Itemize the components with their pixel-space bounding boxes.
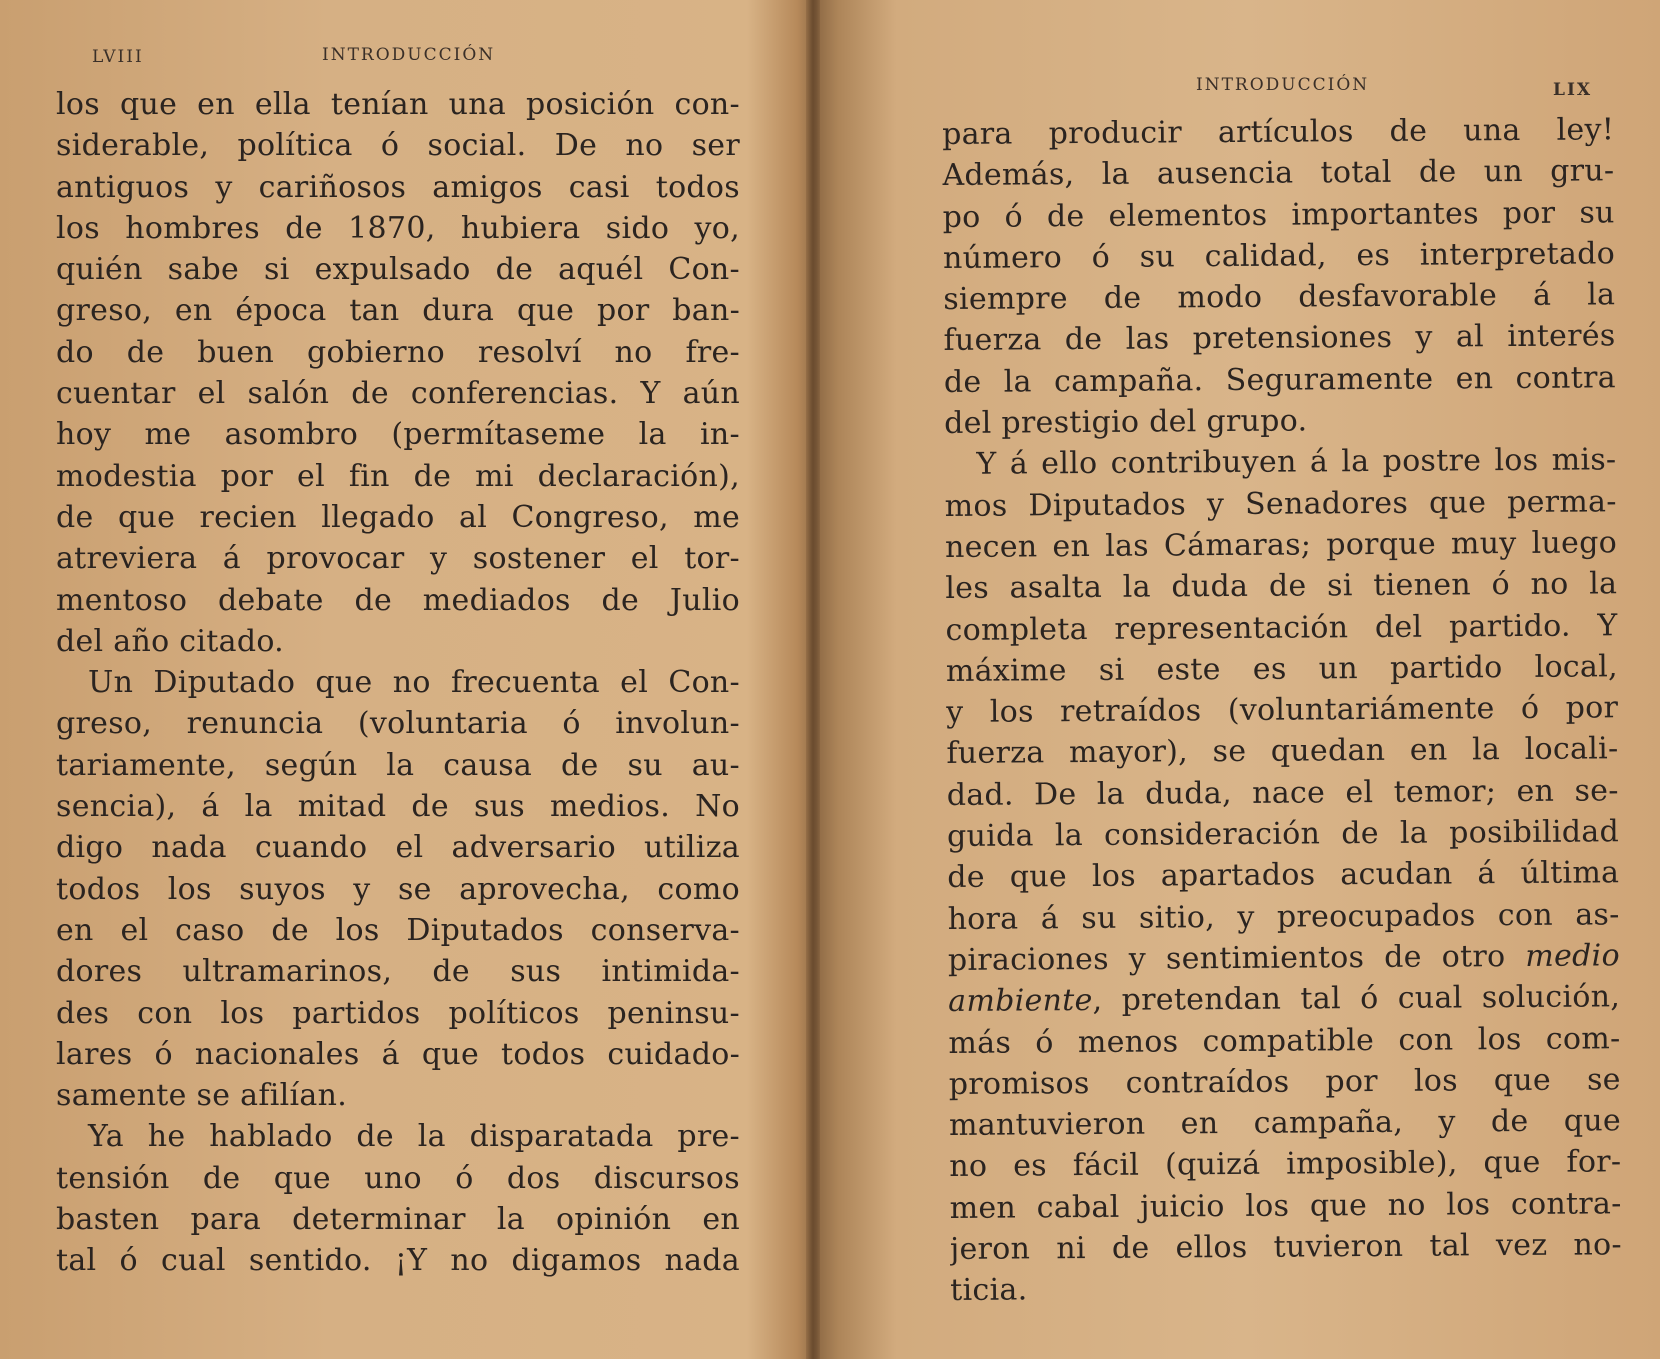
text-line: de que recien llegado al Congreso, me [56, 499, 740, 535]
text-line: greso, en época tan dura que por ban- [56, 293, 740, 329]
italic-text: ambiente [948, 983, 1093, 1020]
text-line: jeron ni de ellos tuvieron tal vez no- [949, 1227, 1623, 1267]
text-line: más ó menos compatible con los com- [948, 1020, 1621, 1061]
text-line: antiguos y cariñosos amigos casi todos [56, 169, 740, 205]
text-line: tal ó cual sentido. ¡Y no digamos nada [56, 1243, 740, 1279]
right-folio: LIX [1553, 80, 1593, 100]
text-segment: , pretendan tal ó cual solución, [1092, 979, 1621, 1019]
text-line: todos los suyos y se aprovecha, como [56, 871, 740, 907]
text-line: los que en ella tenían una posición con- [56, 87, 740, 122]
text-line: siderable, política ó social. De no ser [56, 128, 740, 164]
text-line: y los retraídos (voluntariámente ó por [946, 690, 1619, 731]
text-line: quién sabe si expulsado de aquél Con- [56, 252, 740, 288]
text-line: fuerza mayor), se quedan en la locali- [946, 731, 1619, 772]
text-line: no es fácil (quizá imposible), que for- [949, 1144, 1622, 1185]
left-body-text [56, 84, 740, 1282]
text-line: de la campaña. Seguramente en contra [943, 360, 1616, 400]
text-segment: piraciones y sentimientos de otro [947, 939, 1506, 978]
text-line: de que los apartados acudan á última [947, 855, 1620, 896]
text-line: mantuvieron en campaña, y de que [948, 1103, 1622, 1144]
text-line: necen en las Cámaras; porque muy luego [944, 525, 1618, 565]
text-line: tariamente, según la causa de su au- [56, 747, 740, 783]
text-line: po ó de elementos importantes por su [942, 194, 1615, 235]
text-line: promisos contraídos por los que se [948, 1062, 1621, 1102]
text-line: del año citado. [56, 623, 285, 659]
text-line: hoy me asombro (permítaseme la in- [56, 417, 740, 453]
text-line: Y á ello contribuyen á la postre los mis- [976, 442, 1617, 483]
left-running-head: INTRODUCCIÓN [322, 45, 496, 65]
text-line: del prestigio del grupo. [944, 403, 1308, 442]
text-line: número ó su calidad, es interpretado [942, 236, 1616, 276]
text-line: des con los partidos políticos peninsu- [56, 995, 740, 1031]
right-body-text [942, 109, 1622, 1311]
text-line: men cabal juicio los que no los contra- [949, 1186, 1622, 1226]
text-line: guida la consideración de la posibilidad [946, 814, 1620, 855]
text-line: greso, renuncia (voluntaria ó involun- [56, 706, 740, 742]
text-line: samente se afilían. [56, 1078, 348, 1114]
text-line: ticia. [950, 1272, 1028, 1309]
text-line: basten para determinar la opinión en [56, 1202, 740, 1238]
text-line: hora á su sitio, y preocupados con as- [947, 896, 1620, 937]
text-line-with-italic [948, 977, 1620, 1023]
text-line: los hombres de 1870, hubiera sido yo, [56, 210, 740, 246]
text-line: tensión de que uno ó dos discursos [56, 1160, 740, 1196]
text-line: dad. De la duda, nace el temor; en se- [946, 773, 1619, 813]
text-line: fuerza de las pretensiones y al interés [943, 318, 1616, 359]
text-line: mentoso debate de mediados de Julio [56, 582, 740, 618]
text-line: Un Diputado que no frecuenta el Con- [88, 665, 740, 701]
right-running-head: INTRODUCCIÓN [1196, 75, 1370, 95]
text-line: dores ultramarinos, de sus intimida- [56, 954, 740, 990]
text-line: lares ó nacionales á que todos cuidado- [56, 1036, 740, 1072]
text-line: siempre de modo desfavorable á la [943, 277, 1616, 318]
text-line: completa representación del partido. Y [945, 607, 1618, 648]
left-folio: LVIII [92, 47, 144, 67]
text-line: atreviera á provocar y sostener el tor- [56, 541, 740, 577]
text-line: Ya he hablado de la disparatada pre- [88, 1119, 740, 1155]
text-line-with-italic [948, 935, 1620, 981]
left-page [0, 0, 810, 1359]
text-line: en el caso de los Diputados conserva- [56, 912, 740, 948]
text-line: modestia por el fin de mi declaración), [56, 458, 740, 494]
text-line: máxime si este es un partido local, [945, 649, 1618, 689]
right-page [812, 0, 1660, 1359]
text-line: mos Diputados y Senadores que perma- [944, 483, 1617, 524]
text-line: digo nada cuando el adversario utiliza [56, 830, 740, 866]
text-line: les asalta la duda de si tienen ó no la [945, 566, 1618, 607]
text-line: cuentar el salón de conferencias. Y aún [56, 376, 740, 412]
text-line: do de buen gobierno resolví no fre- [56, 334, 740, 370]
italic-text: medio [1525, 938, 1620, 974]
text-line: para producir artículos de una ley! [942, 112, 1615, 152]
text-line: sencia), á la mitad de sus medios. No [56, 789, 740, 825]
text-line: Además, la ausencia total de un gru- [942, 153, 1615, 194]
